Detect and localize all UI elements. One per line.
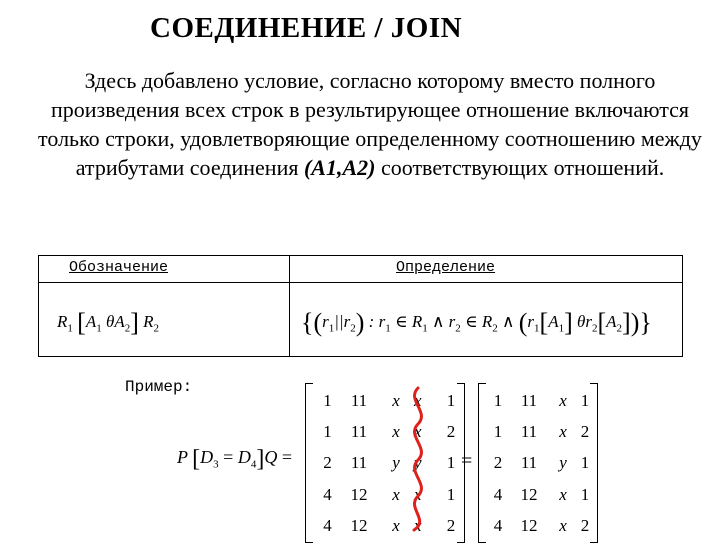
matrix-left-bracket bbox=[478, 383, 486, 543]
matrix-cell: 11 bbox=[520, 422, 538, 442]
matrix-cell: 4 bbox=[493, 484, 503, 504]
matrix-cell: 12 bbox=[520, 516, 538, 536]
definition-table bbox=[38, 255, 683, 357]
matrix-cell: y bbox=[414, 453, 422, 473]
matrix-cell: x bbox=[414, 484, 422, 504]
matrix-cell: 2 bbox=[446, 516, 456, 536]
matrix-cell: y bbox=[559, 453, 567, 473]
matrix-cell: 11 bbox=[520, 390, 538, 410]
example-label: Пример: bbox=[125, 378, 193, 396]
matrix-row bbox=[315, 448, 460, 479]
matrix-row bbox=[488, 416, 594, 447]
join-attributes: (A1,A2) bbox=[303, 155, 376, 180]
matrix-row bbox=[488, 479, 594, 510]
paragraph-text-before: Здесь добавлено условие, согласно которому вместо полного произведения всех строк в результирующее отношение включаются только строки, удовлетворяющие определенному соотношению между атрибутами соединения bbox=[38, 68, 702, 180]
matrix-row bbox=[315, 479, 460, 510]
matrix-cell: 1 bbox=[323, 390, 332, 410]
join-expression: P $[D_3 = D_4]Q$ = bbox=[177, 446, 292, 472]
matrix-cell: 2 bbox=[446, 422, 456, 442]
matrix-row bbox=[315, 385, 460, 416]
matrix-cell: 12 bbox=[350, 516, 368, 536]
matrix-cell: x bbox=[414, 422, 422, 442]
matrix-cell: x bbox=[414, 390, 422, 410]
matrix-cell: 11 bbox=[350, 422, 368, 442]
join-notation: $R_1$ [$A_1$ $\theta A_2$] $R_2$ bbox=[57, 308, 160, 337]
matrix-cell: 1 bbox=[580, 390, 590, 410]
matrix-cell: x bbox=[392, 484, 400, 504]
matrix-cell: 1 bbox=[493, 390, 503, 410]
matrix-cell: 1 bbox=[446, 390, 456, 410]
matrix-cell: 11 bbox=[520, 453, 538, 473]
matrix-left-bracket bbox=[305, 383, 313, 543]
matrix-cell: 1 bbox=[323, 422, 332, 442]
matrix-row bbox=[488, 385, 594, 416]
matrix-cell: 1 bbox=[493, 422, 503, 442]
matrix-row bbox=[488, 448, 594, 479]
matrix-cell: 1 bbox=[446, 453, 456, 473]
slide-title: СОЕДИНЕНИЕ / JOIN bbox=[150, 12, 463, 44]
matrix-cell: 4 bbox=[323, 516, 332, 536]
matrix-cell: 2 bbox=[493, 453, 503, 473]
matrix-cell: x bbox=[392, 516, 400, 536]
matrix-cell: 12 bbox=[520, 484, 538, 504]
wavy-marker-icon bbox=[400, 384, 430, 534]
matrix-cell: 2 bbox=[580, 422, 590, 442]
paragraph-text-after: соответствующих отношений. bbox=[375, 155, 665, 180]
matrix-cell: 1 bbox=[580, 453, 590, 473]
matrix-cell: 2 bbox=[323, 453, 332, 473]
matrix-cell: 2 bbox=[580, 516, 590, 536]
matrix-cell: 12 bbox=[350, 484, 368, 504]
matrix-row bbox=[315, 416, 460, 447]
notation-header: Обозначение bbox=[69, 259, 169, 276]
matrix-cell: 1 bbox=[446, 484, 456, 504]
matrix-cell: x bbox=[559, 484, 567, 504]
equals-sign: = bbox=[461, 450, 473, 472]
description-paragraph bbox=[30, 66, 710, 182]
matrix-cell: x bbox=[559, 422, 567, 442]
joined-relation-matrix bbox=[305, 383, 465, 543]
definition-header: Определение bbox=[396, 259, 496, 276]
matrix-cell: 4 bbox=[493, 516, 503, 536]
matrix-cell: x bbox=[392, 390, 400, 410]
matrix-cell: 1 bbox=[580, 484, 590, 504]
join-definition: {$(r_1||r_2)$ : $r_1$ ∈ $R_1$ ∧ $r_2$ ∈ $R_2$ ∧ ($r_1[A_1]$ $\theta r_2[A_2]$)} bbox=[301, 308, 652, 337]
matrix-cell: 4 bbox=[323, 484, 332, 504]
matrix-row bbox=[488, 511, 594, 542]
table-divider-vertical bbox=[289, 256, 290, 356]
result-relation-matrix bbox=[478, 383, 598, 543]
matrix-cell: 11 bbox=[350, 390, 368, 410]
matrix-cell: x bbox=[392, 422, 400, 442]
matrix-cell: y bbox=[392, 453, 400, 473]
matrix-cell: 11 bbox=[350, 453, 368, 473]
matrix-cell: x bbox=[414, 516, 422, 536]
matrix-row bbox=[315, 511, 460, 542]
matrix-cell: x bbox=[559, 516, 567, 536]
table-divider-horizontal bbox=[39, 282, 682, 283]
matrix-cell: x bbox=[559, 390, 567, 410]
